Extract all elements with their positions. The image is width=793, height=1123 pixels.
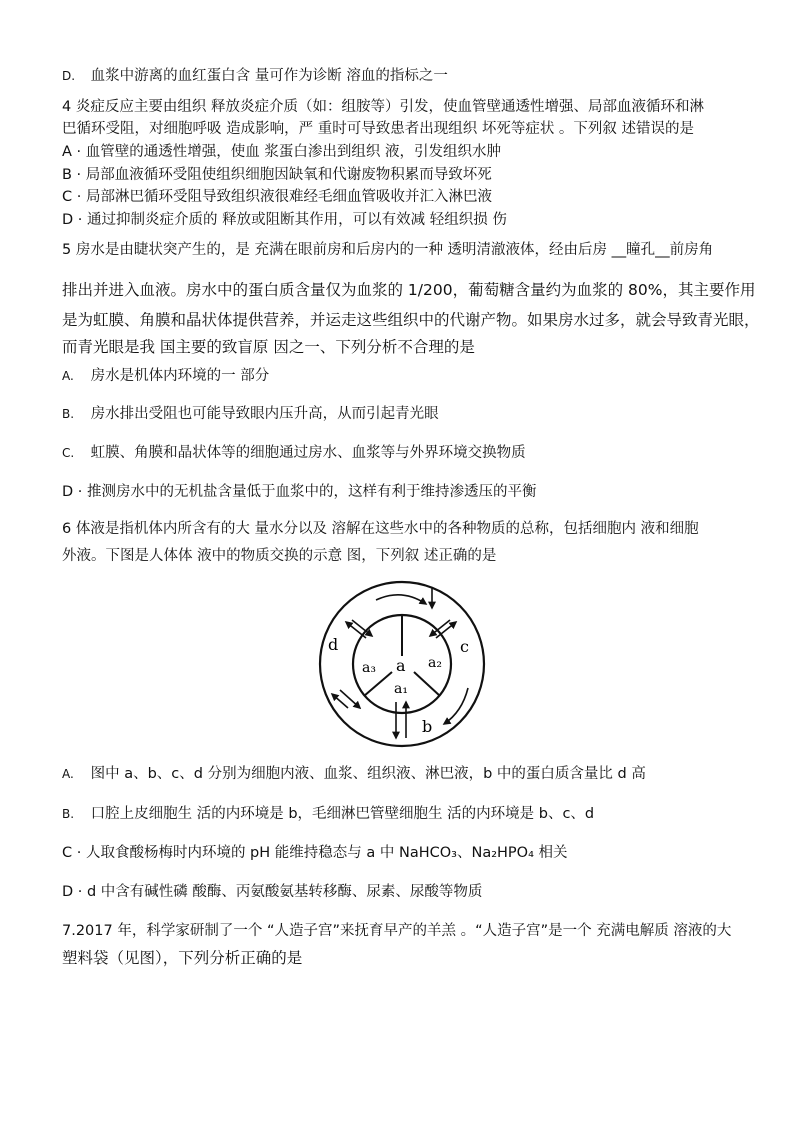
- label-outer-left: d: [328, 635, 339, 654]
- question6-option-b: [62, 804, 594, 824]
- option-label: B.: [62, 807, 75, 821]
- question5-option-c: [62, 443, 526, 463]
- option-text: 房水是机体内环境的一 部分: [90, 368, 270, 384]
- arrow-ll-out: [340, 690, 360, 708]
- arrow-ur-out: [436, 622, 456, 638]
- label-inner-left: a₃: [362, 660, 376, 676]
- label-inner-right: a₂: [428, 655, 442, 671]
- question4-option-a: A · 血管壁的通透性增强，使血 浆蛋白渗出到组织 液，引发组织水肿: [62, 144, 501, 160]
- divider-right: [414, 672, 440, 696]
- label-inner-bottom: a₁: [394, 681, 408, 697]
- question5-stem-line4: 而青光眼是我 国主要的致盲原 因之一、下列分析不合理的是: [62, 338, 475, 356]
- arrow-ul-out: [346, 622, 366, 638]
- question4-stem-line1: 4 炎症反应主要由组织 释放炎症介质（如：组胺等）引发，使血管壁通透性增强、局部血液循环和淋: [62, 99, 704, 115]
- option-text: 房水排出受阻也可能导致眼内压升高，从而引起青光眼: [90, 406, 439, 422]
- option-text: 图中 a、b、c、d 分别为细胞内液、血浆、组织液、淋巴液，b 中的蛋白质含量比 d 高: [90, 766, 646, 782]
- question6-stem-line1: 6 体液是指机体内所含有的大 量水分以及 溶解在这些水中的各种物质的总称，包括细胞内 液和细胞: [62, 521, 699, 537]
- label-outer-right: c: [460, 637, 469, 656]
- option-text: 口腔上皮细胞生 活的内环境是 b，毛细淋巴管壁细胞生 活的内环境是 b、c、d: [90, 806, 595, 822]
- option-text: 血浆中游离的血红蛋白含 量可作为诊断 溶血的指标之一: [90, 68, 448, 84]
- option-label: B.: [62, 407, 75, 421]
- question4-option-c: C · 局部淋巴循环受阻导致组织液很难经毛细血管吸收并汇入淋巴液: [62, 189, 492, 205]
- question4-option-b: B · 局部血液循环受阻使组织细胞因缺氧和代谢废物积累而导致坏死: [62, 167, 492, 183]
- question5-stem-line3: 是为虹膜、角膜和晶状体提供营养，并运走这些组织中的代谢产物。如果房水过多，就会导致青光眼，: [62, 311, 760, 329]
- question7-stem-line2: 塑料袋（见图），下列分析正确的是: [62, 949, 303, 967]
- option-label: D.: [62, 69, 76, 83]
- question7-stem-line1: 7.2017 年，科学家研制了一个 “人造子宫”来抚育早产的羊羔 。“人造子宫”是一个 充满电解质 溶液的大: [62, 923, 732, 939]
- label-outer-bottom: b: [422, 717, 433, 736]
- question5-option-a: [62, 366, 269, 386]
- question6-stem-line2: 外液。下图是人体体 液中的物质交换的示意 图，下列叙 述正确的是: [62, 548, 497, 564]
- arrow-top-ring: [376, 595, 426, 604]
- question6-option-a: [62, 764, 646, 784]
- option-text: 虹膜、角膜和晶状体等的细胞通过房水、血浆等与外界环境交换物质: [90, 445, 526, 461]
- question5-option-d: D · 推测房水中的无机盐含量低于血浆中的，这样有利于维持渗透压的平衡: [62, 484, 537, 500]
- question5-stem-line1: 5 房水是由睫状突产生的，是 充满在眼前房和后房内的一种 透明清澈液体，经由后房 __瞳孔__前房角: [62, 242, 714, 258]
- option-label: A.: [62, 767, 74, 781]
- body-fluid-exchange-diagram: [318, 578, 486, 750]
- question4-option-d: D · 通过抑制炎症介质的 释放或阻断其作用，可以有效减 轻组织损 伤: [62, 212, 507, 228]
- question5-option-b: [62, 404, 439, 424]
- question3-option-d: [62, 66, 448, 86]
- question5-stem-line2: 排出并进入血液。房水中的蛋白质含量仅为血浆的 1/200，葡萄糖含量约为血浆的 80%，其主要作用: [62, 281, 756, 299]
- question4-stem-line2: 巴循环受阻，对细胞呼吸 造成影响，严 重时可导致患者出现组织 坏死等症状 。下列叙 述错误的是: [62, 121, 695, 137]
- question6-option-c: C · 人取食酸杨梅时内环境的 pH 能维持稳态与 a 中 NaHCO₃、Na₂HPO₄ 相关: [62, 845, 568, 861]
- option-label: A.: [62, 369, 74, 383]
- label-center: a: [396, 656, 406, 675]
- option-label: C.: [62, 446, 75, 460]
- question6-option-d: D · d 中含有碱性磷 酸酶、丙氨酸氨基转移酶、尿素、尿酸等物质: [62, 884, 483, 900]
